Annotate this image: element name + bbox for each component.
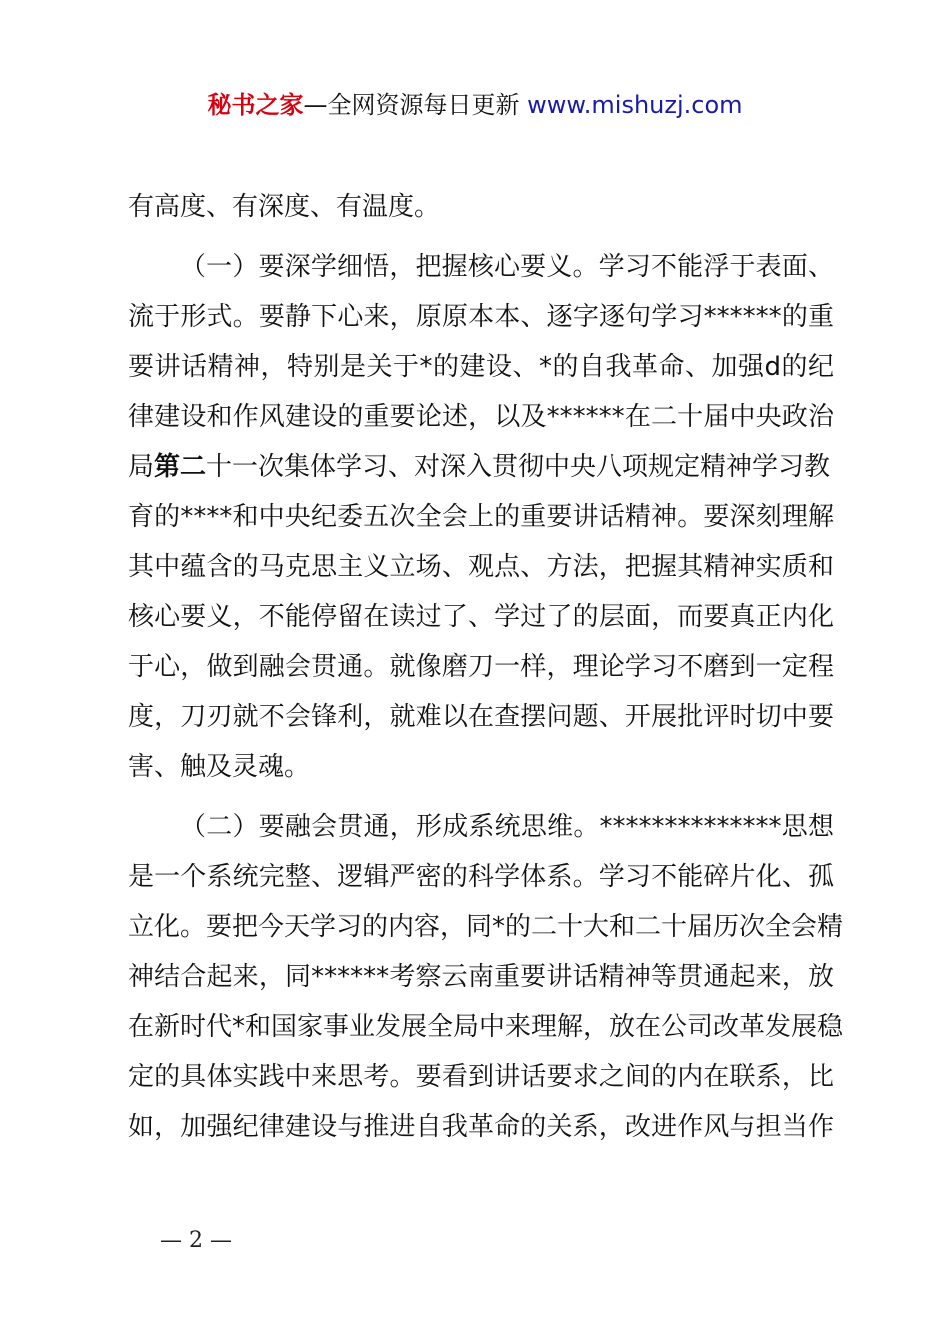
paragraph-gap bbox=[128, 792, 834, 802]
text-line-mixed bbox=[128, 442, 834, 492]
text-line: 育的****和中央纪委五次全会上的重要讲话精神。要深刻理解 bbox=[128, 502, 834, 532]
header-url[interactable]: www.mishuzj.com bbox=[527, 91, 743, 119]
text-line: 律建设和作风建设的重要论述，以及******在二十届中央政治 bbox=[128, 402, 834, 432]
paragraph-0 bbox=[128, 182, 834, 232]
text-line: 核心要义，不能停留在读过了、学过了的层面，而要真正内化 bbox=[128, 602, 834, 632]
text-line: 度，刀刃就不会锋利，就难以在查摆问题、开展批评时切中要 bbox=[128, 702, 834, 732]
text-line: 立化。要把今天学习的内容，同*的二十大和二十届历次全会精 bbox=[128, 912, 844, 942]
text-segment: 十一次集体学习、对深入贯彻中央八项规定精神学习教 bbox=[206, 452, 831, 482]
text-line: 有高度、有深度、有温度。 bbox=[128, 192, 441, 222]
text-line: 是一个系统完整、逻辑严密的科学体系。学习不能碎片化、孤 bbox=[128, 862, 834, 892]
text-line: 其中蕴含的马克思主义立场、观点、方法，把握其精神实质和 bbox=[128, 552, 834, 582]
text-line: 如，加强纪律建设与推进自我革命的关系，改进作风与担当作 bbox=[128, 1112, 834, 1142]
text-line: 神结合起来，同******考察云南重要讲话精神等贯通起来，放 bbox=[128, 962, 834, 992]
document-body bbox=[128, 182, 844, 1152]
text-line: （一）要深学细悟，把握核心要义。学习不能浮于表面、 bbox=[180, 252, 834, 282]
page-number: — 2 — bbox=[160, 1228, 232, 1253]
document-header bbox=[0, 88, 950, 122]
text-line: 在新时代*和国家事业发展全局中来理解，放在公司改革发展稳 bbox=[128, 1012, 844, 1042]
paragraph-1 bbox=[128, 242, 834, 792]
bold-text-segment: 第二 bbox=[154, 452, 207, 482]
text-line: 要讲话精神，特别是关于*的建设、*的自我革命、加强d的纪 bbox=[128, 352, 834, 382]
text-line: （二）要融会贯通，形成系统思维。**************思想 bbox=[180, 812, 834, 842]
paragraph-2 bbox=[128, 802, 844, 1152]
paragraph-gap bbox=[128, 232, 834, 242]
text-segment: 局 bbox=[128, 452, 155, 482]
header-slogan: —全网资源每日更新 bbox=[303, 91, 520, 119]
text-line: 害、触及灵魂。 bbox=[128, 752, 311, 782]
header-brand: 秘书之家 bbox=[207, 91, 304, 119]
text-line: 于心，做到融会贯通。就像磨刀一样，理论学习不磨到一定程 bbox=[128, 652, 834, 682]
text-line: 定的具体实践中来思考。要看到讲话要求之间的内在联系，比 bbox=[128, 1062, 834, 1092]
text-line: 流于形式。要静下心来，原原本本、逐字逐句学习******的重 bbox=[128, 302, 834, 332]
